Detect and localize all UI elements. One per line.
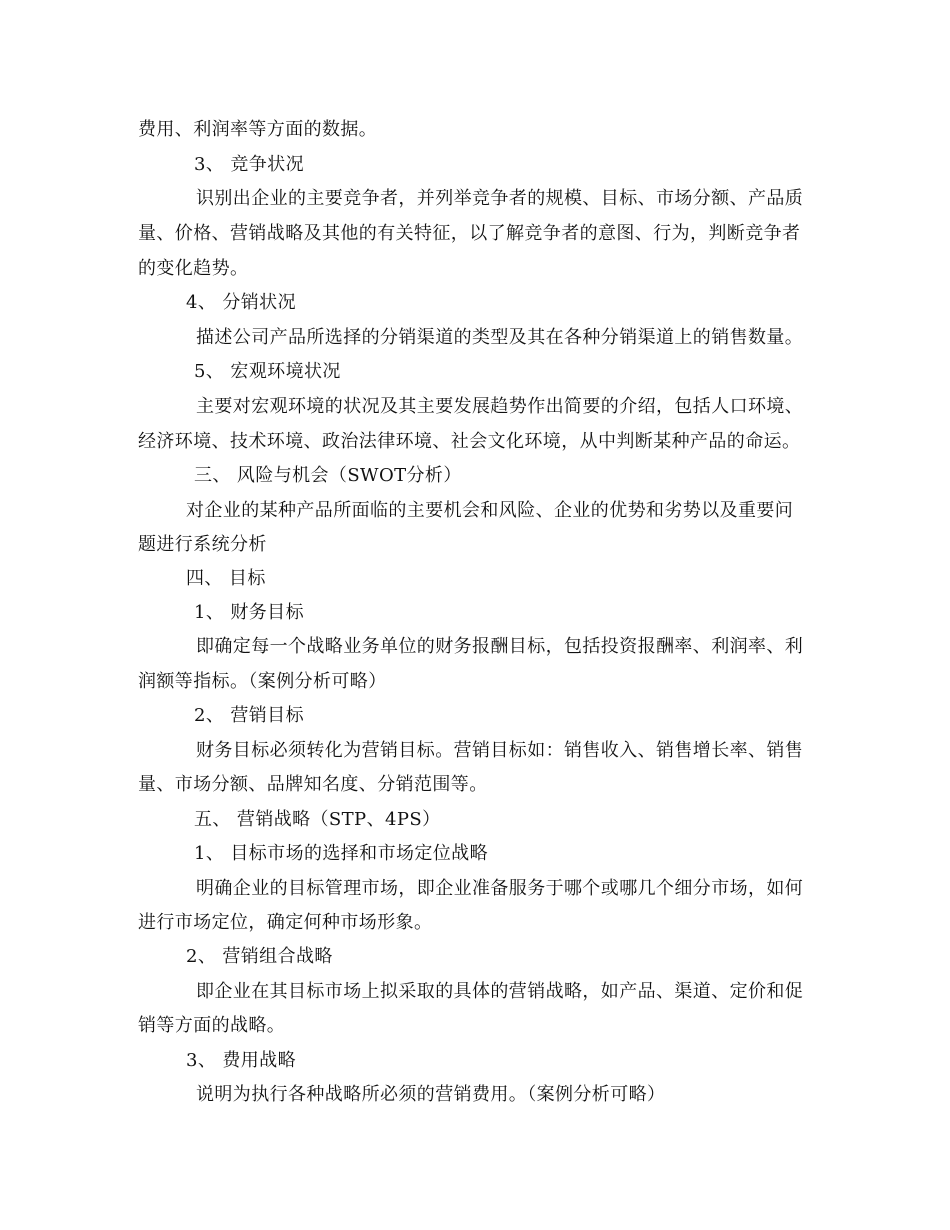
- text-line: 描述公司产品所选择的分销渠道的类型及其在各种分销渠道上的销售数量。: [196, 327, 804, 348]
- text-line: 识别出企业的主要竞争者，并列举竞争者的规模、目标、市场分额、产品质: [196, 188, 804, 209]
- section-heading: 1、 财务目标: [194, 602, 304, 623]
- text-line: 销等方面的战略。: [138, 1015, 286, 1036]
- text-line: 的变化趋势。: [138, 258, 249, 279]
- section-heading: 2、 营销组合战略: [186, 946, 333, 967]
- section-heading: 五、 营销战略（STP、4PS）: [194, 809, 441, 830]
- text-line: 财务目标必须转化为营销目标。营销目标如：销售收入、销售增长率、销售: [196, 740, 804, 761]
- text-line: 量、价格、营销战略及其他的有关特征，以了解竞争者的意图、行为，判断竞争者: [138, 223, 801, 244]
- section-heading: 2、 营销目标: [194, 705, 304, 726]
- section-heading: 5、 宏观环境状况: [194, 361, 341, 382]
- text-line: 润额等指标。（案例分析可略）: [138, 671, 387, 692]
- text-line: 主要对宏观环境的状况及其主要发展趋势作出简要的介绍，包括人口环境、: [196, 396, 804, 417]
- section-heading: 4、 分销状况: [186, 292, 296, 313]
- text-line: 进行市场定位，确定何种市场形象。: [138, 912, 433, 933]
- section-heading: 三、 风险与机会（SWOT分析）: [194, 465, 462, 486]
- text-line: 明确企业的目标管理市场，即企业准备服务于哪个或哪几个细分市场，如何: [196, 878, 804, 899]
- text-line: 说明为执行各种战略所必须的营销费用。（案例分析可略）: [196, 1084, 666, 1105]
- text-line: 费用、利润率等方面的数据。: [138, 119, 378, 140]
- text-line: 即企业在其目标市场上拟采取的具体的营销战略，如产品、渠道、定价和促: [196, 981, 804, 1002]
- text-line: 即确定每一个战略业务单位的财务报酬目标，包括投资报酬率、利润率、利: [196, 636, 804, 657]
- text-line: 题进行系统分析: [138, 534, 267, 555]
- text-line: 经济环境、技术环境、政治法律环境、社会文化环境，从中判断某种产品的命运。: [138, 431, 801, 452]
- section-heading: 四、 目标: [186, 568, 266, 589]
- text-line: 量、市场分额、品牌知名度、分销范围等。: [138, 774, 488, 795]
- text-line: 对企业的某种产品所面临的主要机会和风险、企业的优势和劣势以及重要问: [186, 500, 794, 521]
- section-heading: 3、 竞争状况: [194, 154, 304, 175]
- section-heading: 3、 费用战略: [186, 1050, 296, 1071]
- section-heading: 1、 目标市场的选择和市场定位战略: [194, 843, 488, 864]
